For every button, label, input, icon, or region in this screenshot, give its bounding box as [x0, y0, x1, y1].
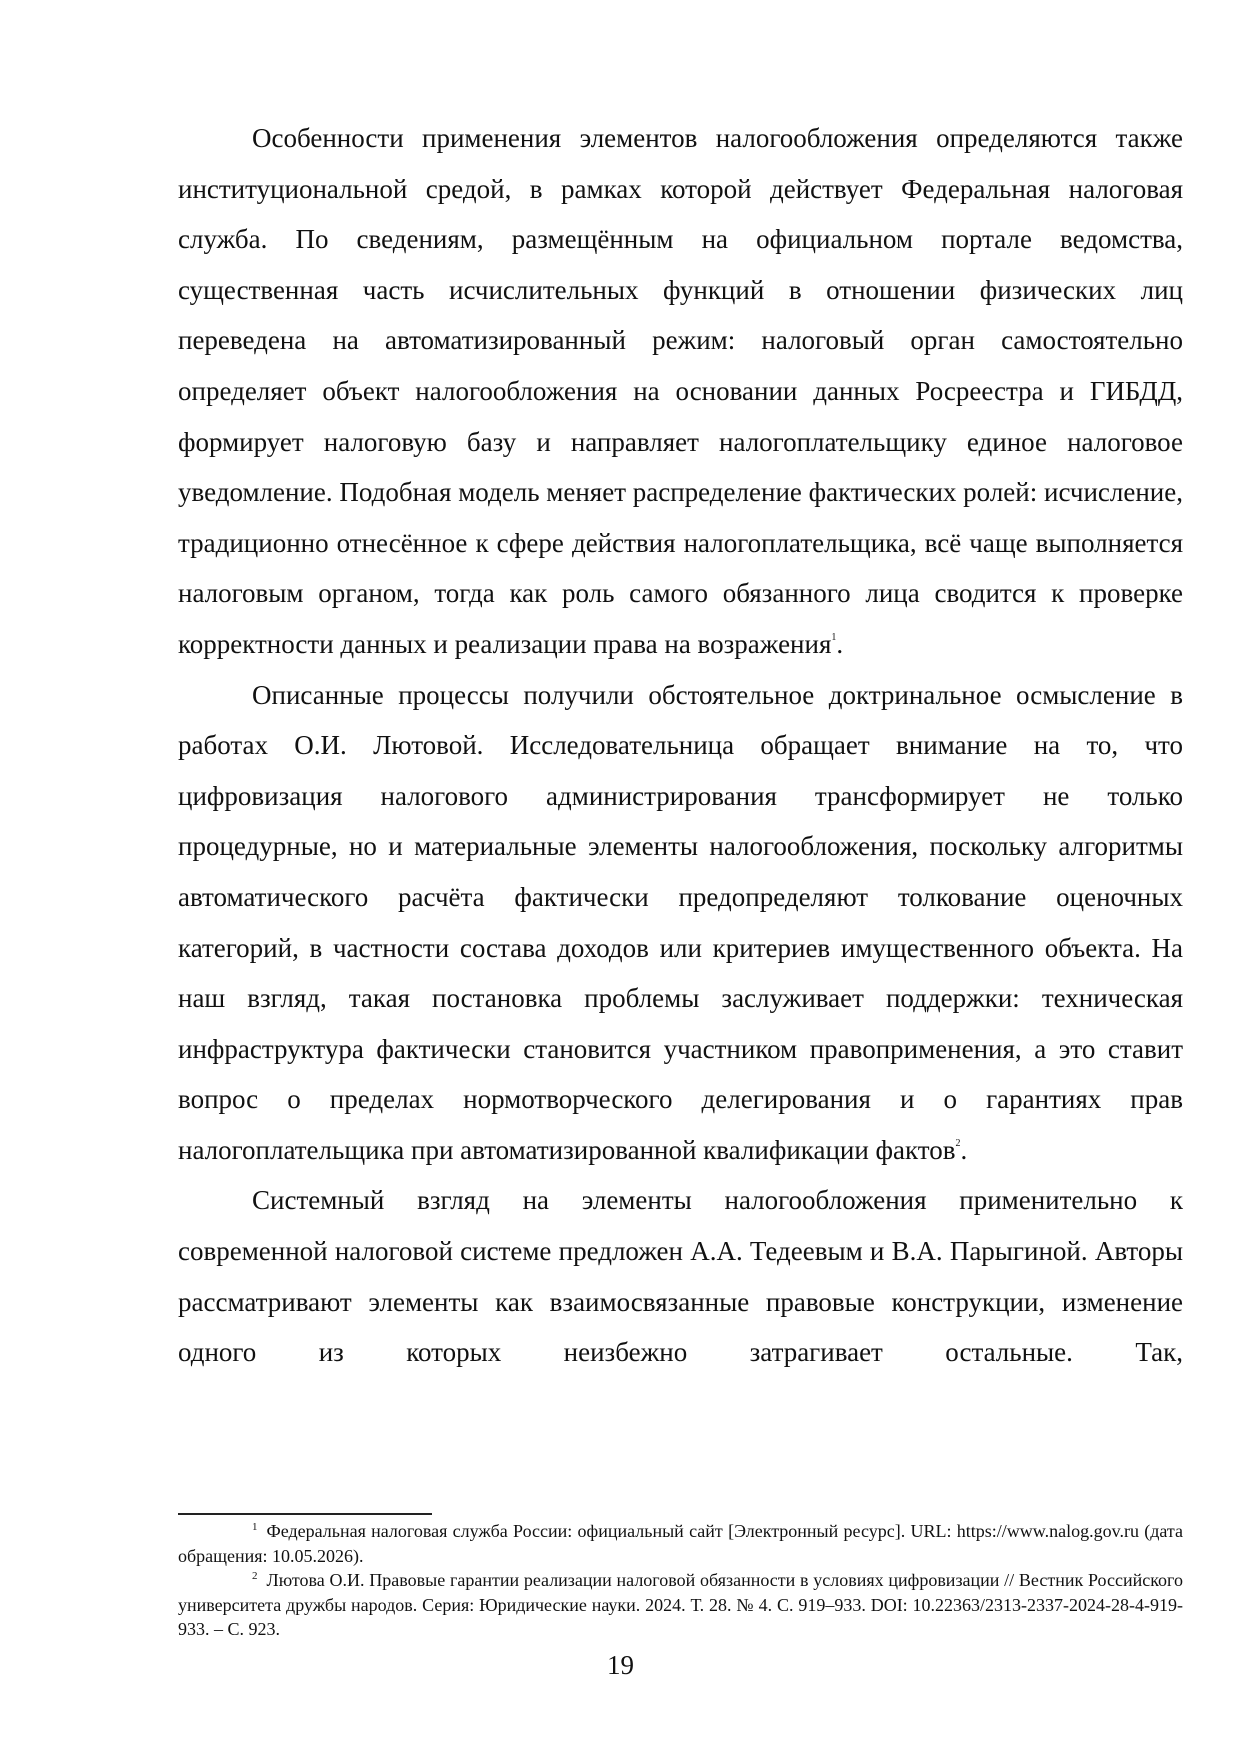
footnote-text: Федеральная налоговая служба России: официальный сайт [Электронный ресурс]. URL: https://www.nalog.gov.ru (дата обращения: 10.05.2026).: [178, 1521, 1183, 1566]
footnote-ref-2[interactable]: 2: [955, 1137, 961, 1149]
paragraph-fns-automation: [178, 113, 1183, 670]
paragraph-lyutova-doctrine: [178, 670, 1183, 1176]
page-number: 19: [607, 1650, 634, 1680]
footnote-number: 1: [252, 1521, 258, 1533]
footnote-separator: [178, 1513, 432, 1515]
footnote-2: [178, 1568, 1183, 1642]
paragraph-text: Системный взгляд на элементы налогообложения применительно к современной налоговой системе предложен А.А. Тедеевым и В.А. Парыгиной. Авторы рассматривают элементы как взаимосвязанные правовые конструкции, изменение одного из которых неизбежно затрагивает остальные. Так,: [178, 1185, 1183, 1368]
body-text: [178, 113, 1183, 1378]
footnotes: [178, 1519, 1183, 1642]
paragraph-text: Описанные процессы получили обстоятельное доктринальное осмысление в работах О.И. Лютовой. Исследовательница обращает внимание на то, что цифровизация налогового администрирования трансформирует не только процедурные, но и материальные элементы налогообложения, поскольку алгоритмы автоматического расчёта фактически предопределяют толкование оценочных категорий, в частности состава доходов или критериев имущественного объекта. На наш взгляд, такая постановка проблемы заслуживает поддержки: техническая инфраструктура фактически становится участником правоприменения, а это ставит вопрос о пределах нормотворческого делегирования и о гарантиях прав налогоплательщика при автоматизированной квалификации фактов: [178, 679, 1183, 1165]
paragraph-text: Особенности применения элементов налогообложения определяются также институциональной средой, в рамках которой действует Федеральная налоговая служба. По сведениям, размещённым на официальном портале ведомства, существенная часть исчислительных функций в отношении физических лиц переведена на автоматизированный режим: налоговый орган самостоятельно определяет объект налогообложения на основании данных Росреестра и ГИБДД, формирует налоговую базу и направляет налогоплательщику единое налоговое уведомление. Подобная модель меняет распределение фактических ролей: исчисление, традиционно отнесённое к сфере действия налогоплательщика, всё чаще выполняется налоговым органом, тогда как роль самого обязанного лица сводится к проверке корректности данных и реализации права на возражения: [178, 123, 1183, 659]
footnote-1: [178, 1519, 1183, 1568]
footnote-number: 2: [252, 1570, 258, 1582]
paragraph-tail: .: [836, 628, 844, 659]
paragraph-systemic-view: [178, 1175, 1183, 1377]
footnote-ref-1[interactable]: 1: [831, 631, 837, 643]
paragraph-tail: .: [960, 1134, 968, 1165]
footnote-text: Лютова О.И. Правовые гарантии реализации налоговой обязанности в условиях цифровизации // Вестник Российского университета дружбы народов. Серия: Юридические науки. 2024. Т. 28. № 4. С. 919–933. DOI: 10.22363/2313-2337-2024-28-4-919-933. – С. 923.: [178, 1570, 1183, 1639]
